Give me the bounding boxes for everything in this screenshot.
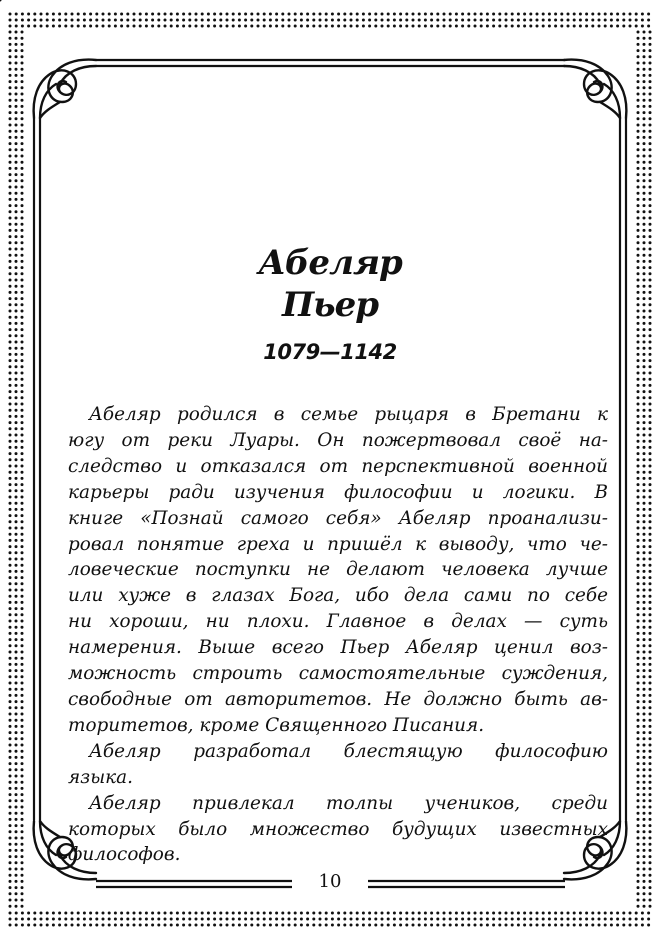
text-line: ни хороши, ни плохи. Главное в делах — суть <box>68 611 608 633</box>
text-line: которых было множество будущих известных <box>68 818 608 840</box>
page-number: 10 <box>318 871 342 892</box>
biography-text <box>68 402 608 868</box>
text-line: ловеческие поступки не делают человека лучше <box>68 559 608 581</box>
text-line: можность строить самостоятельные суждения, <box>68 663 608 685</box>
text-line: торитетов, кроме Священного Писания. <box>68 714 485 736</box>
text-line: Абеляр родился в семье рыцаря в Бретани к <box>89 404 608 425</box>
text-line: философов. <box>68 844 181 866</box>
paragraph-3 <box>68 791 608 869</box>
text-line: языка. <box>68 766 133 788</box>
text-line: книге «Познай самого себя» Абеляр проанализи- <box>68 507 608 529</box>
paragraph-1 <box>68 402 608 739</box>
text-line: югу от реки Луары. Он пожертвовал своё на- <box>68 429 608 451</box>
text-line: карьеры ради изучения философии и логики. В <box>68 481 608 503</box>
paragraph-2 <box>68 739 608 791</box>
text-line: намерения. Выше всего Пьер Абеляр ценил воз- <box>68 637 608 659</box>
dotted-border <box>0 0 2 2</box>
text-line: Абеляр привлекал толпы учеников, среди <box>89 792 608 814</box>
life-years: 1079—1142 <box>263 340 397 364</box>
text-line: Абеляр разработал блестящую философию <box>89 740 608 762</box>
text-line: свободные от авторитетов. Не должно быть ав- <box>68 688 608 710</box>
text-line: или хуже в глазах Бога, ибо дела сами по себе <box>68 585 608 607</box>
title-surname: Абеляр <box>258 243 402 283</box>
text-line: следство и отказался от перспективной военной <box>68 455 608 477</box>
title-given-name: Пьер <box>282 285 378 325</box>
text-line: ровал понятие греха и пришёл к выводу, что че- <box>68 533 608 555</box>
